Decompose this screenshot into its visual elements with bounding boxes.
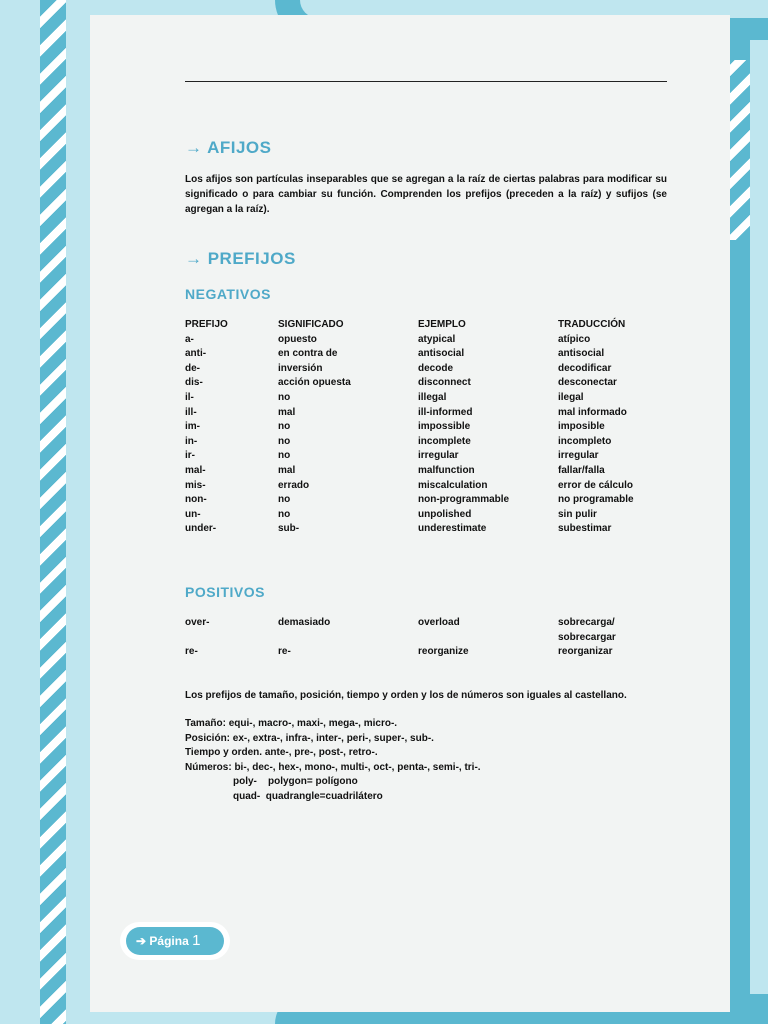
table-row	[183, 376, 680, 391]
header-rule	[185, 81, 667, 82]
cell-prefijo: il-	[185, 391, 194, 403]
cell-prefijo: mis-	[185, 479, 206, 491]
page-indicator	[126, 927, 224, 955]
table-row	[183, 333, 680, 348]
cell-traduccion: decodificar	[558, 362, 612, 374]
cell-traduccion: mal informado	[558, 406, 627, 418]
cell-prefijo: a-	[185, 333, 194, 345]
cell-prefijo: in-	[185, 435, 198, 447]
cell-ejemplo: non-programmable	[418, 494, 510, 506]
cell-ejemplo: illegal	[418, 391, 447, 403]
cell-traduccion: sin pulir	[558, 508, 597, 520]
cell-significado: mal	[278, 464, 296, 476]
cell-traduccion: irregular	[558, 450, 599, 462]
cell-significado: re-	[278, 646, 291, 658]
cell-prefijo: under-	[185, 523, 217, 535]
cell-prefijo: re-	[185, 646, 198, 658]
cell-significado: inversión	[278, 362, 323, 374]
list-item: Tiempo y orden. ante-, pre-, post-, retro-.	[185, 747, 378, 759]
cell-ejemplo: incomplete	[418, 435, 471, 447]
cell-prefijo: mal-	[185, 464, 206, 476]
table-row	[183, 479, 680, 494]
cell-significado: acción opuesta	[278, 377, 351, 389]
table-row	[183, 347, 680, 362]
cell-traduccion: atípico	[558, 333, 591, 345]
afijos-heading: → AFIJOS	[185, 138, 272, 157]
cell-prefijo: de-	[185, 362, 200, 374]
cell-traduccion: ilegal	[558, 391, 584, 403]
cell-significado	[276, 631, 416, 646]
prefijos-heading: → PREFIJOS	[185, 249, 296, 268]
cell-prefijo: non-	[185, 494, 207, 506]
cell-significado: no	[278, 508, 291, 520]
cell-significado: en contra de	[278, 348, 338, 360]
table-row	[183, 449, 680, 464]
cell-ejemplo: unpolished	[418, 508, 472, 520]
cell-prefijo: ill-	[185, 406, 197, 418]
table-row	[183, 493, 680, 508]
list-item: Posición: ex-, extra-, infra-, inter-, peri-, super-, sub-.	[185, 732, 434, 744]
negativos-heading: NEGATIVOS	[185, 286, 271, 302]
otros-intro: Los prefijos de tamaño, posición, tiempo y orden y los de números son iguales al castellano.	[185, 690, 627, 701]
left-stripe-decoration	[40, 0, 66, 1024]
cell-ejemplo: decode	[418, 362, 454, 374]
cell-significado: no	[278, 421, 291, 433]
table-row	[183, 522, 680, 537]
table-row	[183, 464, 680, 479]
table-row	[183, 631, 680, 646]
cell-significado: errado	[278, 479, 310, 491]
cell-significado: opuesto	[278, 333, 317, 345]
positivos-heading: POSITIVOS	[185, 584, 265, 600]
cell-traduccion: incompleto	[558, 435, 612, 447]
cell-ejemplo: impossible	[418, 421, 471, 433]
cell-significado: no	[278, 391, 291, 403]
negativos-table	[183, 318, 680, 537]
header-traduccion: TRADUCCIÓN	[558, 319, 626, 330]
cell-ejemplo: overload	[418, 617, 460, 628]
table-row	[183, 362, 680, 377]
cell-ejemplo: ill-informed	[418, 406, 473, 418]
cell-ejemplo: miscalculation	[418, 479, 488, 491]
cell-ejemplo: underestimate	[418, 523, 487, 535]
table-row	[183, 508, 680, 523]
page-number: 1	[192, 932, 201, 949]
table-header-row	[183, 318, 680, 333]
cell-prefijo: ir-	[185, 450, 195, 462]
cell-prefijo: im-	[185, 421, 200, 433]
otros-list	[185, 717, 481, 805]
arrow-right-icon: ➔	[136, 934, 147, 948]
header-significado: SIGNIFICADO	[278, 319, 344, 330]
cell-prefijo: over-	[185, 617, 210, 628]
cell-significado: mal	[278, 406, 296, 418]
cell-ejemplo: malfunction	[418, 464, 475, 476]
table-row	[183, 645, 680, 660]
cell-significado: no	[278, 435, 291, 447]
cell-prefijo	[183, 631, 276, 646]
cell-traduccion: error de cálculo	[558, 479, 634, 491]
table-row	[183, 435, 680, 450]
cell-traduccion: imposible	[558, 421, 605, 433]
table-row	[183, 616, 680, 631]
cell-significado: no	[278, 494, 291, 506]
cell-prefijo: dis-	[185, 377, 203, 389]
cell-traduccion: sobrecarga/	[558, 617, 615, 628]
cell-traduccion: desconectar	[558, 377, 617, 389]
cell-traduccion: subestimar	[558, 523, 612, 535]
afijos-paragraph: Los afijos son partículas inseparables que se agregan a la raíz de ciertas palabras para modificar su significado o para cambiar su función. Comprenden los prefijos (preceden a la raíz) y sufijos (se agregan a la raíz).	[185, 174, 667, 215]
page-label: Página	[149, 934, 189, 948]
cell-significado: demasiado	[278, 617, 331, 628]
cell-ejemplo: disconnect	[418, 377, 471, 389]
table-row	[183, 406, 680, 421]
cell-ejemplo	[416, 631, 556, 646]
cell-ejemplo: irregular	[418, 450, 459, 462]
cell-traduccion: antisocial	[558, 348, 605, 360]
list-item: Tamaño: equi-, macro-, maxi-, mega-, micro-.	[185, 718, 398, 729]
cell-traduccion: fallar/falla	[558, 464, 605, 476]
cell-ejemplo: atypical	[418, 333, 456, 345]
cell-significado: sub-	[278, 523, 300, 535]
cell-traduccion: reorganizar	[558, 646, 613, 658]
cell-prefijo: anti-	[185, 348, 207, 360]
header-ejemplo: EJEMPLO	[418, 319, 466, 330]
cell-ejemplo: antisocial	[418, 348, 465, 360]
table-row	[183, 391, 680, 406]
cell-traduccion: no programable	[558, 494, 634, 506]
cell-prefijo: un-	[185, 508, 201, 520]
header-prefijo: PREFIJO	[185, 319, 228, 330]
cell-significado: no	[278, 450, 291, 462]
cell-ejemplo: reorganize	[418, 646, 469, 658]
positivos-table	[183, 616, 680, 660]
table-row	[183, 420, 680, 435]
list-item: Números: bi-, dec-, hex-, mono-, multi-, oct-, penta-, semi-, tri-.	[185, 761, 481, 773]
cell-traduccion: sobrecargar	[558, 631, 616, 643]
list-item: quad- quadrangle=cuadrilátero	[233, 790, 383, 802]
list-item: poly- polygon= polígono	[233, 776, 358, 788]
